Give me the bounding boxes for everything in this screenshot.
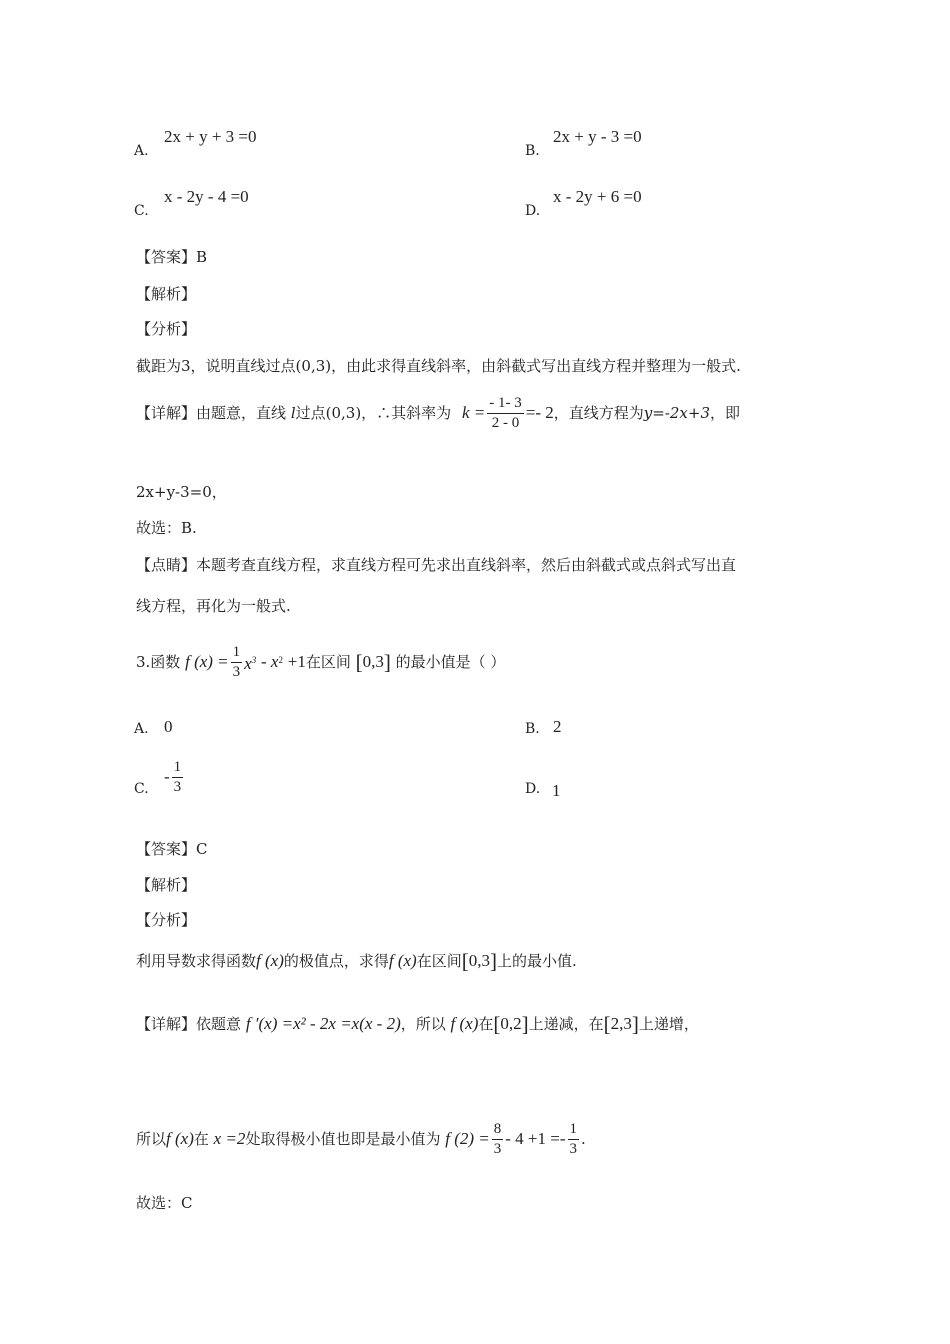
q2-choose: 故选：B. (136, 519, 197, 537)
q2-comment-line2: 线方程，再化为一般式. (136, 597, 291, 615)
q3-frac-3b: 3 (569, 1140, 578, 1157)
q3-analysis-t1: 利用导数求得函数 (136, 952, 257, 970)
q3-frac-den: 3 (232, 663, 241, 680)
option-b-letter: B. (525, 143, 540, 159)
q2-detail-text3: ，直线方程为 (553, 404, 644, 422)
q2-detail-text4: ，即 (710, 404, 741, 422)
q2-answer: 【答案】B (136, 248, 208, 266)
q3-detail-l2-t1: 所以 (136, 1130, 167, 1148)
q3-detail-t3: 在 (478, 1015, 494, 1033)
q3-fraction (231, 644, 243, 680)
q3-option-c-num: 1 (172, 759, 184, 778)
q3-option-a-value: 0 (164, 717, 173, 736)
q2-fenxi-heading: 【分析】 (136, 320, 197, 338)
slope-denominator: 2 - 0 (491, 414, 520, 431)
q3-frac-num: 1 (231, 644, 243, 663)
q3-option-c-den: 3 (173, 778, 182, 795)
option-d-letter: D. (525, 203, 541, 219)
q3-stem: 3.函数 f (x) = $\frac{1}{3}$ $x^3 - x^2 +1$在区间 [0,3] 的最小值是（ ） (136, 644, 506, 680)
option-a-letter: A. (134, 143, 149, 159)
q3-detail-line1: 【详解】依题意 f ′(x) =x² - 2x =x(x - 2)，所以 f (x)在[0,2]上递减，在[2,3]上递增， (136, 1012, 699, 1036)
q3-detail-line2 (136, 1120, 586, 1157)
line-l-var: l (290, 404, 296, 422)
q3-detail-l2-fx: f (x) (166, 1129, 194, 1148)
q3-fenxi-heading: 【分析】 (136, 911, 197, 929)
q3-option-d-letter: D. (525, 781, 541, 797)
q3-analysis: 利用导数求得函数f (x)的极值点，求得f (x)在区间[0,3]上的最小值. (136, 949, 577, 973)
slope-k: k = (461, 403, 486, 422)
q3-option-b-value: 2 (553, 717, 562, 736)
q3-in-interval: 在区间 (305, 653, 351, 671)
slope-result: =- 2 (525, 403, 554, 422)
q2-detail-line (136, 395, 740, 431)
q3-suffix: 的最小值是（ ） (395, 653, 506, 671)
line-equation: y=-2x+3 (643, 404, 710, 422)
q2-detail-line2: 2x+y-3=0， (136, 483, 227, 501)
q3-interval-decreasing: 0,2 (500, 1014, 522, 1033)
q3-option-c-letter: C. (134, 781, 149, 797)
q3-function-label: f (x) = (185, 652, 229, 671)
q2-jiexi-heading: 【解析】 (136, 285, 197, 303)
q3-plus-one: +1 (287, 652, 306, 671)
q3-analysis-interval: 0,3 (468, 951, 490, 970)
q3-detail-t5: 上递增， (638, 1015, 699, 1033)
option-c-letter: C. (134, 203, 149, 219)
q3-analysis-fx2: f (x) (388, 951, 417, 970)
q3-analysis-t3: 在区间 (416, 952, 462, 970)
q3-detail-l2-t2: 在 (193, 1130, 209, 1148)
option-a-expr: 2x + y + 3 =0 (164, 127, 257, 146)
q2-detail-label: 【详解】 (136, 404, 197, 422)
q3-detail-label: 【详解】 (136, 1015, 197, 1033)
q3-frac-8: 8 (492, 1121, 504, 1140)
q3-detail-t4: 上递减，在 (528, 1015, 604, 1033)
q3-interval: 0,3 (362, 652, 384, 671)
option-b-expr: 2x + y - 3 =0 (553, 127, 642, 146)
q3-option-d-value: 1 (552, 781, 561, 800)
q3-option-c-value (164, 756, 185, 797)
q3-choose: 故选：C (136, 1194, 193, 1212)
q2-analysis-text: 截距为3，说明直线过点(0,3)，由此求得直线斜率，由斜截式写出直线方程并整理为一般式. (136, 357, 741, 375)
q3-f2: f (2) = (445, 1129, 490, 1148)
q3-option-b-letter: B. (525, 721, 540, 737)
q3-detail-fx: f (x) (450, 1014, 479, 1033)
q3-expr-rest: - x (260, 652, 279, 671)
q2-detail-text1: 由题意，直线 (196, 404, 287, 422)
q3-derivative: f ′(x) =x² - 2x =x(x - 2) (245, 1014, 401, 1033)
q3-analysis-t2: 的极值点，求得 (283, 952, 389, 970)
option-c-expr: x - 2y - 4 =0 (164, 187, 249, 206)
q3-jiexi-heading: 【解析】 (136, 876, 197, 894)
q3-option-c-sign: - (164, 767, 170, 786)
q3-detail-t1: 依题意 (196, 1015, 242, 1033)
q3-analysis-fx: f (x) (256, 951, 284, 970)
q3-prefix: 3.函数 (136, 653, 181, 671)
q3-option-a-letter: A. (134, 721, 149, 737)
q3-answer: 【答案】C (136, 840, 208, 858)
q2-comment-line1: 【点睛】本题考查直线方程，求直线方程可先求出直线斜率，然后由斜截式或点斜式写出直 (136, 556, 737, 574)
q3-mid: - 4 +1 =- (505, 1129, 566, 1148)
q2-detail-text2: 过点(0,3)，∴其斜率为 (295, 404, 452, 422)
q3-analysis-t4: 上的最小值. (496, 952, 577, 970)
q3-x-eq: x =2 (213, 1129, 246, 1148)
q3-frac-1: 1 (568, 1121, 580, 1140)
q3-frac-3: 3 (493, 1140, 502, 1157)
option-d-expr: x - 2y + 6 =0 (553, 187, 642, 206)
q3-detail-l2-t3: 处取得极小值也即是最小值为 (245, 1130, 441, 1148)
q3-end: . (581, 1130, 586, 1148)
q3-interval-increasing: 2,3 (610, 1014, 632, 1033)
slope-numerator: - 1- 3 (487, 395, 524, 414)
slope-fraction (487, 395, 524, 431)
q3-detail-t2: ，所以 (400, 1015, 446, 1033)
